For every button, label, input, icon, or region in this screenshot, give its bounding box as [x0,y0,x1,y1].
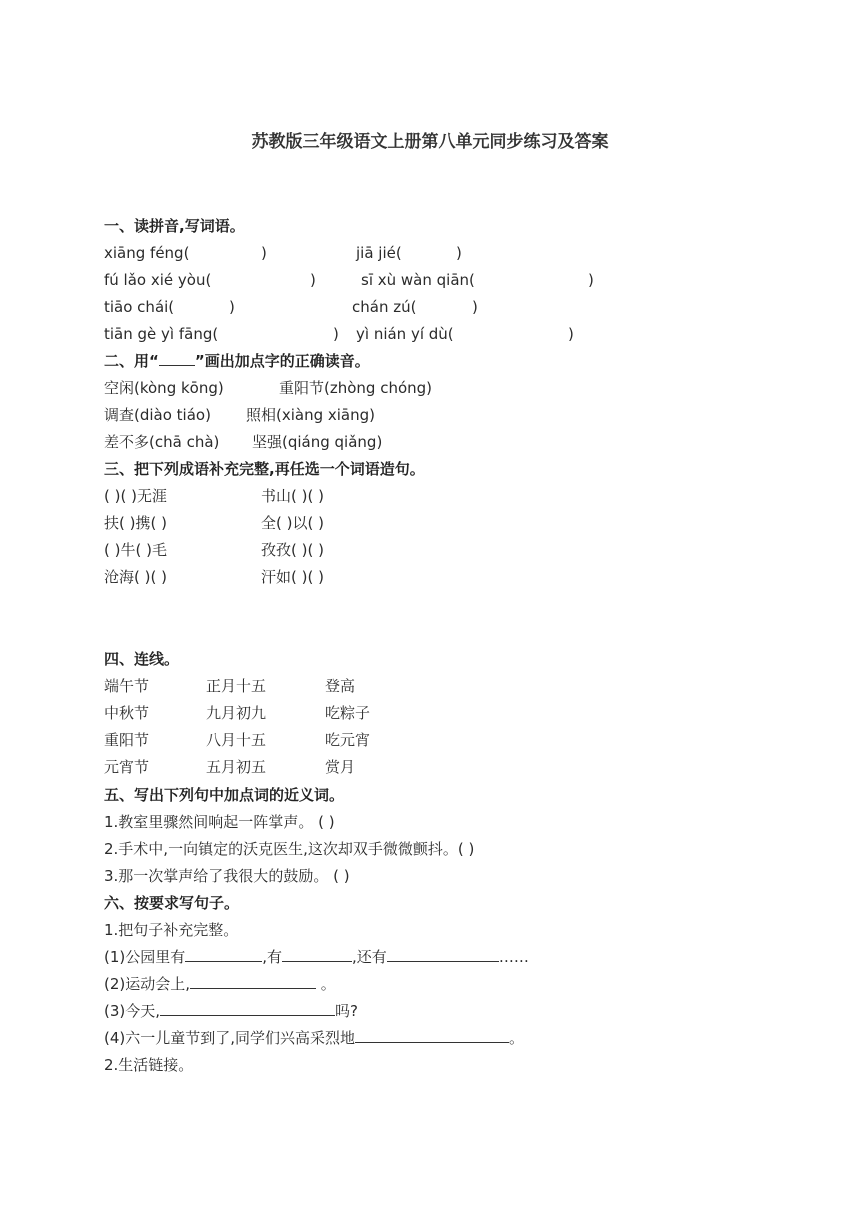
section-4-heading: 四、连线。 [104,650,180,668]
prompt-text: (1)公园里有 [104,948,186,966]
pinyin-item: sī xù wàn qiān( [361,271,475,289]
festival-date: 八月十五 [206,731,267,749]
idiom-item: 扶( )携( ) [104,514,167,532]
idiom-row-3 [104,537,504,564]
prompt-text: (2)运动会上, [104,975,191,993]
section-1-heading: 一、读拼音,写词语。 [104,217,245,235]
section-5-heading: 五、写出下列句中加点词的近义词。 [104,786,345,804]
festival-custom: 赏月 [325,758,356,776]
paren-close: ) [229,298,235,316]
festival-custom: 吃元宵 [325,731,371,749]
blank-line [185,946,262,962]
sentence-prompt-1 [104,944,529,971]
idiom-item: ( )牛( )毛 [104,541,167,559]
paren-close: ) [472,298,478,316]
prompt-text: (3)今天, [104,1002,161,1020]
sentence-prompt-3 [104,998,358,1025]
idiom-item: 书山( )( ) [261,487,324,505]
match-row-1 [104,673,504,700]
reading-item: 重阳节(zhòng chóng) [279,379,433,397]
paren-close: ) [568,325,574,343]
pinyin-item: tiāo chái( [104,298,175,316]
section-3-heading: 三、把下列成语补充完整,再任选一个词语造句。 [104,460,425,478]
festival-date: 正月十五 [206,677,267,695]
reading-item: 差不多(chā chà) [104,433,220,451]
prompt-text: ,有 [262,948,283,966]
paren-close: ) [261,244,267,262]
prompt-text: 。 [509,1029,525,1047]
pinyin-item: xiāng féng( [104,244,190,262]
heading-part: 二、用“ [104,352,159,370]
blank-line [387,946,499,962]
blank-line [190,973,316,989]
prompt-text: (4)六一儿童节到了,同学们兴高采烈地 [104,1029,356,1047]
subsection-1-label: 1.把句子补充完整。 [104,921,239,939]
idiom-row-2 [104,510,504,537]
pinyin-row-4 [104,321,804,348]
reading-item: 调查(diào tiáo) [104,406,211,424]
paren-close: ) [333,325,339,343]
synonym-question-1: 1.教室里骤然间响起一阵掌声。 ( ) [104,813,335,831]
pinyin-item: jiā jié( [356,244,402,262]
blank-line [160,1000,335,1016]
underline-mark [159,350,195,366]
blank-line [355,1027,509,1043]
idiom-item: 孜孜( )( ) [261,541,324,559]
pinyin-item: yì nián yí dù( [356,325,454,343]
festival-date: 九月初九 [206,704,267,722]
festival-name: 元宵节 [104,758,150,776]
pinyin-row-1 [104,240,804,267]
synonym-question-3: 3.那一次掌声给了我很大的鼓励。 ( ) [104,867,350,885]
match-row-3 [104,727,504,754]
festival-date: 五月初五 [206,758,267,776]
reading-row-2 [104,402,604,429]
sentence-prompt-4 [104,1025,524,1052]
match-row-2 [104,700,504,727]
festival-name: 中秋节 [104,704,150,722]
prompt-text: 吗? [335,1002,358,1020]
blank-line [282,946,352,962]
subsection-2-label: 2.生活链接。 [104,1056,194,1074]
idiom-item: 汗如( )( ) [261,568,324,586]
paren-close: ) [456,244,462,262]
page-title: 苏教版三年级语文上册第八单元同步练习及答案 [251,132,609,152]
prompt-text: …… [498,948,529,966]
idiom-row-4 [104,564,504,591]
idiom-item: 全( )以( ) [261,514,324,532]
reading-item: 空闲(kòng kōng) [104,379,224,397]
idiom-row-1 [104,483,504,510]
festival-name: 重阳节 [104,731,150,749]
prompt-text: ,还有 [352,948,387,966]
sentence-prompt-2 [104,971,336,998]
reading-item: 照相(xiàng xiāng) [246,406,376,424]
idiom-item: 沧海( )( ) [104,568,167,586]
synonym-question-2: 2.手术中,一向镇定的沃克医生,这次却双手微微颤抖。( ) [104,840,475,858]
section-2-heading [104,348,370,375]
pinyin-row-2 [104,267,804,294]
idiom-item: ( )( )无涯 [104,487,167,505]
festival-name: 端午节 [104,677,150,695]
match-row-4 [104,754,504,781]
section-6-heading: 六、按要求写句子。 [104,894,240,912]
prompt-text: 。 [316,975,336,993]
festival-custom: 吃粽子 [325,704,371,722]
festival-custom: 登高 [325,677,356,695]
reading-item: 坚强(qiáng qiǎng) [252,433,383,451]
reading-row-1 [104,375,604,402]
paren-close: ) [310,271,316,289]
heading-part: ”画出加点字的正确读音。 [194,352,370,370]
pinyin-item: fú lǎo xié yòu( [104,271,212,289]
pinyin-item: chán zú( [352,298,417,316]
pinyin-item: tiān gè yì fāng( [104,325,219,343]
paren-close: ) [588,271,594,289]
pinyin-row-3 [104,294,804,321]
reading-row-3 [104,429,604,456]
